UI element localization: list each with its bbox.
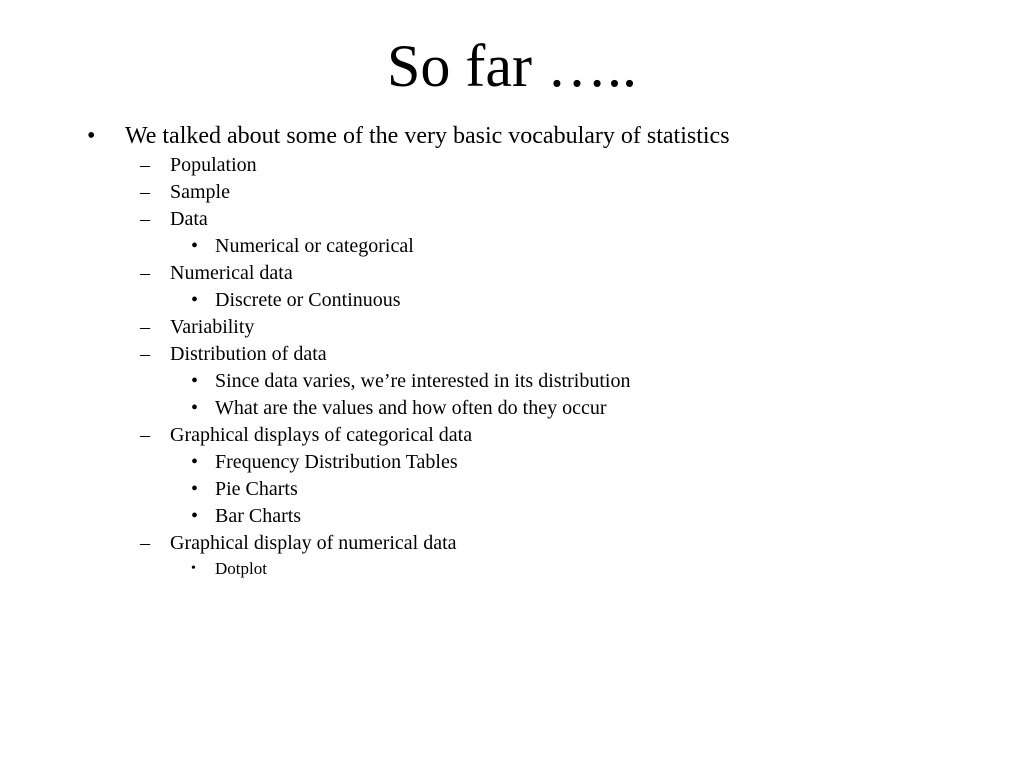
bullet-item-level3 [0, 557, 1024, 581]
bullet-list [0, 120, 1024, 581]
dash-marker: – [140, 262, 150, 284]
bullet-text: Discrete or Continuous [215, 289, 401, 311]
slide-title: So far ….. [387, 33, 637, 99]
bullet-text: Dotplot [215, 559, 267, 578]
bullet-text: Graphical displays of categorical data [170, 424, 473, 446]
bullet-text: Variability [170, 316, 255, 338]
dash-marker: – [140, 424, 150, 446]
dash-marker: – [140, 343, 150, 365]
bullet-text: What are the values and how often do they occur [215, 397, 607, 419]
bullet-item-level3 [0, 287, 1024, 314]
bullet-marker: • [87, 123, 96, 149]
bullet-text: Bar Charts [215, 505, 302, 527]
bullet-item-level2 [0, 179, 1024, 206]
dash-marker: – [140, 532, 150, 554]
bullet-item-level3 [0, 503, 1024, 530]
bullet-text: Since data varies, we’re interested in its distribution [215, 370, 631, 392]
bullet-item-level3 [0, 368, 1024, 395]
dash-marker: – [140, 316, 150, 338]
bullet-marker: • [191, 370, 199, 392]
dash-marker: – [140, 208, 150, 230]
dash-marker: – [140, 154, 150, 176]
bullet-marker: • [191, 505, 199, 527]
bullet-text: Sample [170, 181, 230, 203]
bullet-item-level1 [0, 120, 1024, 152]
bullet-text: Distribution of data [170, 343, 327, 365]
bullet-item-level3 [0, 476, 1024, 503]
bullet-text: Graphical display of numerical data [170, 532, 457, 554]
bullet-item-level3 [0, 395, 1024, 422]
bullet-text: Pie Charts [215, 478, 298, 500]
bullet-item-level2 [0, 314, 1024, 341]
bullet-text: We talked about some of the very basic vocabulary of statistics [125, 123, 730, 149]
bullet-item-level2 [0, 530, 1024, 557]
bullet-text: Numerical data [170, 262, 293, 284]
bullet-text: Data [170, 208, 208, 230]
dash-marker: – [140, 181, 150, 203]
bullet-item-level3 [0, 233, 1024, 260]
bullet-item-level2 [0, 206, 1024, 233]
bullet-text: Population [170, 154, 257, 176]
bullet-item-level3 [0, 449, 1024, 476]
bullet-item-level2 [0, 152, 1024, 179]
bullet-item-level2 [0, 422, 1024, 449]
bullet-item-level2 [0, 260, 1024, 287]
bullet-marker: • [191, 289, 199, 311]
bullet-marker: • [191, 235, 199, 257]
bullet-item-level2 [0, 341, 1024, 368]
bullet-text: Numerical or categorical [215, 235, 414, 257]
bullet-marker: • [191, 561, 196, 576]
bullet-marker: • [191, 397, 199, 419]
bullet-marker: • [191, 478, 199, 500]
bullet-text: Frequency Distribution Tables [215, 451, 458, 473]
bullet-marker: • [191, 451, 199, 473]
